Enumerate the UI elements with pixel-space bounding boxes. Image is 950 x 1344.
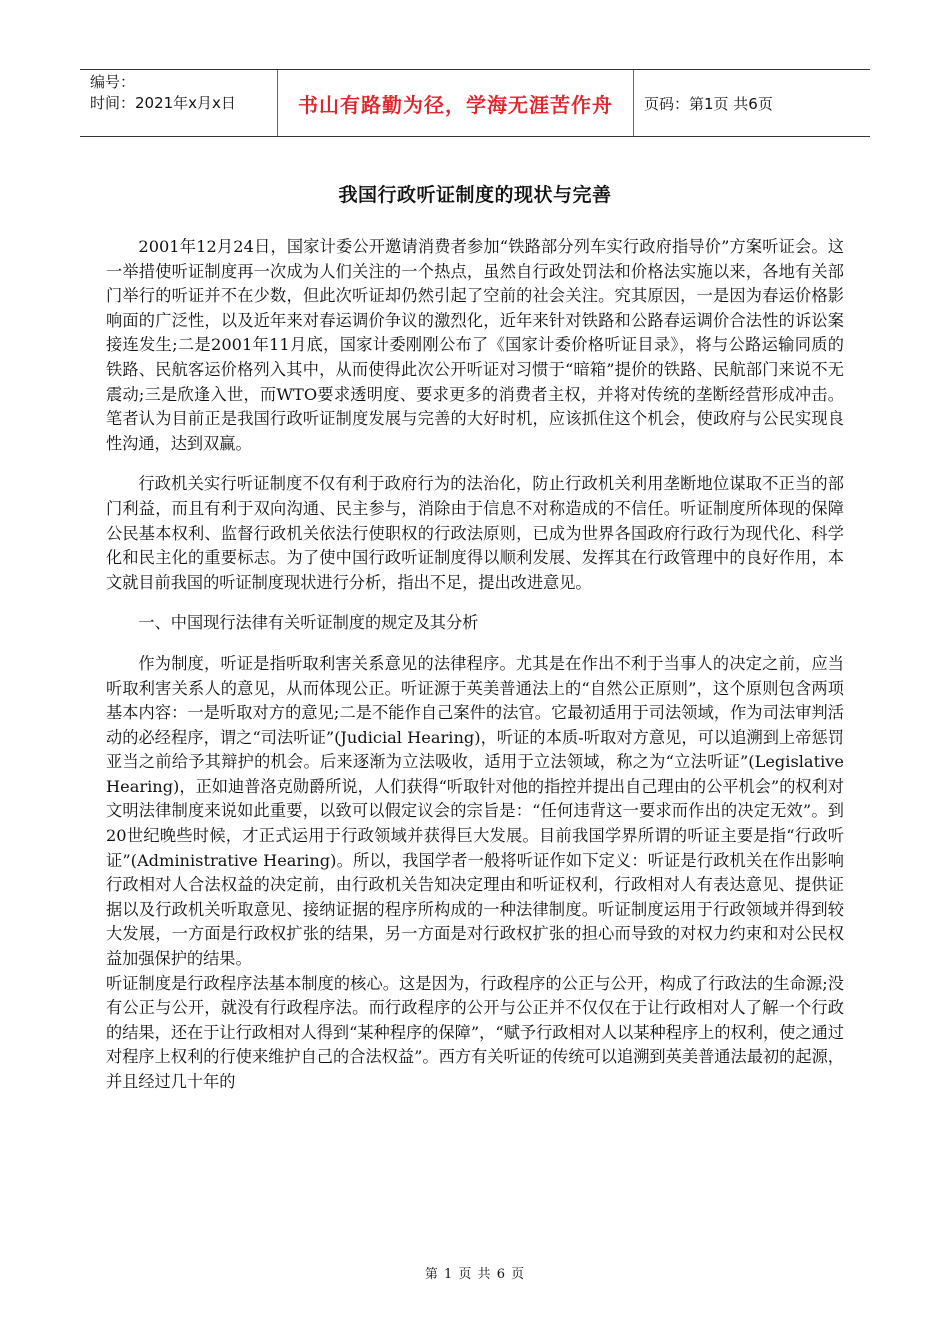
header-page-info: 页码：第1页 共6页 — [644, 94, 773, 113]
section-heading: 一、中国现行法律有关听证制度的规定及其分析 — [138, 613, 479, 633]
body-paragraph-2: 行政机关实行听证制度不仅有利于政府行为的法治化，防止行政机关利用垄断地位谋取不正当的部门利益，而且有利于双向沟通、民主参与，消除由于信息不对称造成的不信任。听证制度所体现的保障公民基本权利、监督行政机关依法行使职权的行政法原则，已成为世界各国政府行政行为现代化、科学化和民主化的重要标志。为了使中国行政听证制度得以顺利发展、发挥其在行政管理中的良好作用，本文就目前我国的听证制度现状进行分析，指出不足，提出改进意见。 — [106, 474, 844, 592]
document-body — [106, 235, 844, 1095]
page-footer: 第 1 页 共 6 页 — [424, 1267, 526, 1282]
body-paragraph-3: 作为制度，听证是指听取利害关系意见的法律程序。尤其是在作出不利于当事人的决定之前，应当听取利害关系人的意见，从而体现公正。听证源于英美普通法上的“自然公正原则”，这个原则包含两项基本内容：一是听取对方的意见;二是不能作自己案件的法官。它最初适用于司法领域，作为司法审判活动的必经程序，谓之“司法听证”(Judicial Hearing)，听证的本质-听取对方意见，可以追溯到上帝惩罚亚当之前给予其辩护的机会。后来逐渐为立法吸收，适用于立法领域，称之为“立法听证”(Legislative Hearing)，正如迪普洛克勋爵所说，人们获得“听取针对他的指控并提出自己理由的公平机会”的权利对文明法律制度来说如此重要，以致可以假定议会的宗旨是：“任何违背这一要求而作出的决定无效”。到20世纪晚些时候，才正式运用于行政领域并获得巨大发展。目前我国学界所谓的听证主要是指“行政听证”(Administrative Hearing)。所以，我国学者一般将听证作如下定义：听证是行政机关在作出影响行政相对人合法权益的决定前，由行政机关告知决定理由和听证权利，行政相对人有表达意见、提供证据以及行政机关听取意见、接纳证据的程序所构成的一种法律制度。听证制度运用于行政领域并得到较大发展，一方面是行政权扩张的结果，另一方面是对行政权扩张的担心而导致的对权力约束和对公民权益加强保护的结果。 — [106, 653, 844, 969]
document-header — [80, 69, 870, 137]
body-paragraph-4: 听证制度是行政程序法基本制度的核心。这是因为，行政程序的公正与公开，构成了行政法的生命源;没有公正与公开，就没有行政程序法。而行政程序的公开与公正并不仅仅在于让行政相对人了解一个行政的结果，还在于让行政相对人得到“某种程序的保障”，“赋予行政相对人以某种程序上的权利，使之通过对程序上权利的行使来维护自己的合法权益”。西方有关听证的传统可以追溯到英美普通法最初的起源，并且经过几十年的 — [106, 973, 844, 1091]
number-label: 编号： — [90, 73, 136, 91]
document-title: 我国行政听证制度的现状与完善 — [338, 184, 612, 206]
header-motto: 书山有路勤为径，学海无涯苦作舟 — [278, 70, 634, 136]
header-meta — [80, 70, 278, 136]
date-label: 时间：2021年x月x日 — [90, 94, 236, 112]
body-paragraph-1: 2001年12月24日，国家计委公开邀请消费者参加“铁路部分列车实行政府指导价”方案听证会。这一举措使听证制度再一次成为人们关注的一个热点，虽然自行政处罚法和价格法实施以来，各地有关部门举行的听证并不在少数，但此次听证却仍然引起了空前的社会关注。究其原因，一是因为春运价格影响面的广泛性，以及近年来对春运调价争议的激烈化，近年来针对铁路和公路春运调价合法性的诉讼案接连发生;二是2001年11月底，国家计委刚刚公布了《国家计委价格听证目录》，将与公路运输同质的铁路、民航客运价格列入其中，从而使得此次公开听证对习惯于“暗箱”提价的铁路、民航部门来说不无震动;三是欣逢入世，而WTO要求透明度、要求更多的消费者主权，并将对传统的垄断经营形成冲击。笔者认为目前正是我国行政听证制度发展与完善的大好时机，应该抓住这个机会，使政府与公民实现良性沟通，达到双赢。 — [106, 237, 844, 453]
